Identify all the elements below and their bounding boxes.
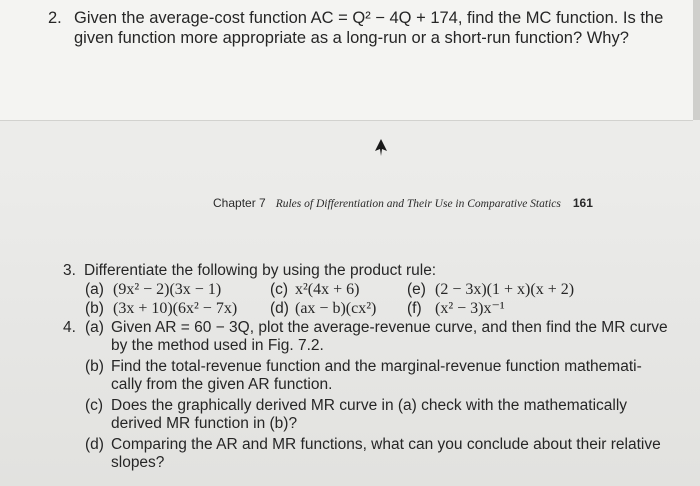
expression-e: (2 − 3x)(1 + x)(x + 2) bbox=[435, 281, 575, 298]
question-number: 4. bbox=[63, 319, 76, 336]
part-d-line-1: Comparing the AR and MR functions, what can you conclude about their relative bbox=[111, 436, 661, 453]
item-label-f: (f) bbox=[407, 300, 422, 317]
item-label-d: (d) bbox=[270, 300, 289, 317]
page-header bbox=[213, 196, 593, 210]
page-number: 161 bbox=[572, 196, 593, 210]
question-2-line-1: Given the average-cost function AC = Q² − 4Q + 174, find the MC function. Is the bbox=[74, 9, 664, 27]
question-number: 2. bbox=[48, 9, 62, 27]
part-c-line-2: derived MR function in (b)? bbox=[111, 415, 298, 432]
mouse-pointer-icon bbox=[374, 139, 388, 157]
item-label-b: (b) bbox=[85, 300, 104, 317]
item-label-c: (c) bbox=[270, 281, 289, 298]
question-2-line-2: given function more appropriate as a long-run or a short-run function? Why? bbox=[74, 29, 629, 47]
part-label-b: (b) bbox=[85, 358, 104, 375]
part-label-a: (a) bbox=[85, 319, 104, 336]
chapter-title: Rules of Differentiation and Their Use in Comparative Statics bbox=[275, 198, 561, 210]
item-label-e: (e) bbox=[407, 281, 426, 298]
part-a-line-2: by the method used in Fig. 7.2. bbox=[111, 337, 324, 354]
part-label-d: (d) bbox=[85, 436, 104, 453]
part-a-line-1: Given AR = 60 − 3Q, plot the average-revenue curve, and then find the MR curve bbox=[111, 319, 668, 336]
item-label-a: (a) bbox=[85, 281, 104, 298]
question-number: 3. bbox=[63, 262, 76, 279]
part-b-line-1: Find the total-revenue function and the marginal-revenue function mathemati- bbox=[111, 358, 642, 375]
expression-b: (3x + 10)(6x² − 7x) bbox=[113, 300, 238, 317]
chapter-label: Chapter 7 bbox=[213, 196, 266, 210]
part-c-line-1: Does the graphically derived MR curve in (a) check with the mathematically bbox=[111, 397, 628, 414]
question-3-prompt: Differentiate the following by using the product rule: bbox=[84, 262, 437, 279]
expression-c: x²(4x + 6) bbox=[295, 281, 360, 298]
part-label-c: (c) bbox=[85, 397, 104, 414]
card-edge bbox=[693, 0, 700, 120]
expression-d: (ax − b)(cx²) bbox=[295, 300, 377, 317]
part-b-line-2: cally from the given AR function. bbox=[111, 376, 333, 393]
part-d-line-2: slopes? bbox=[111, 454, 165, 471]
expression-f: (x² − 3)x⁻¹ bbox=[435, 300, 505, 317]
question-card bbox=[0, 0, 693, 121]
expression-a: (9x² − 2)(3x − 1) bbox=[113, 281, 222, 298]
